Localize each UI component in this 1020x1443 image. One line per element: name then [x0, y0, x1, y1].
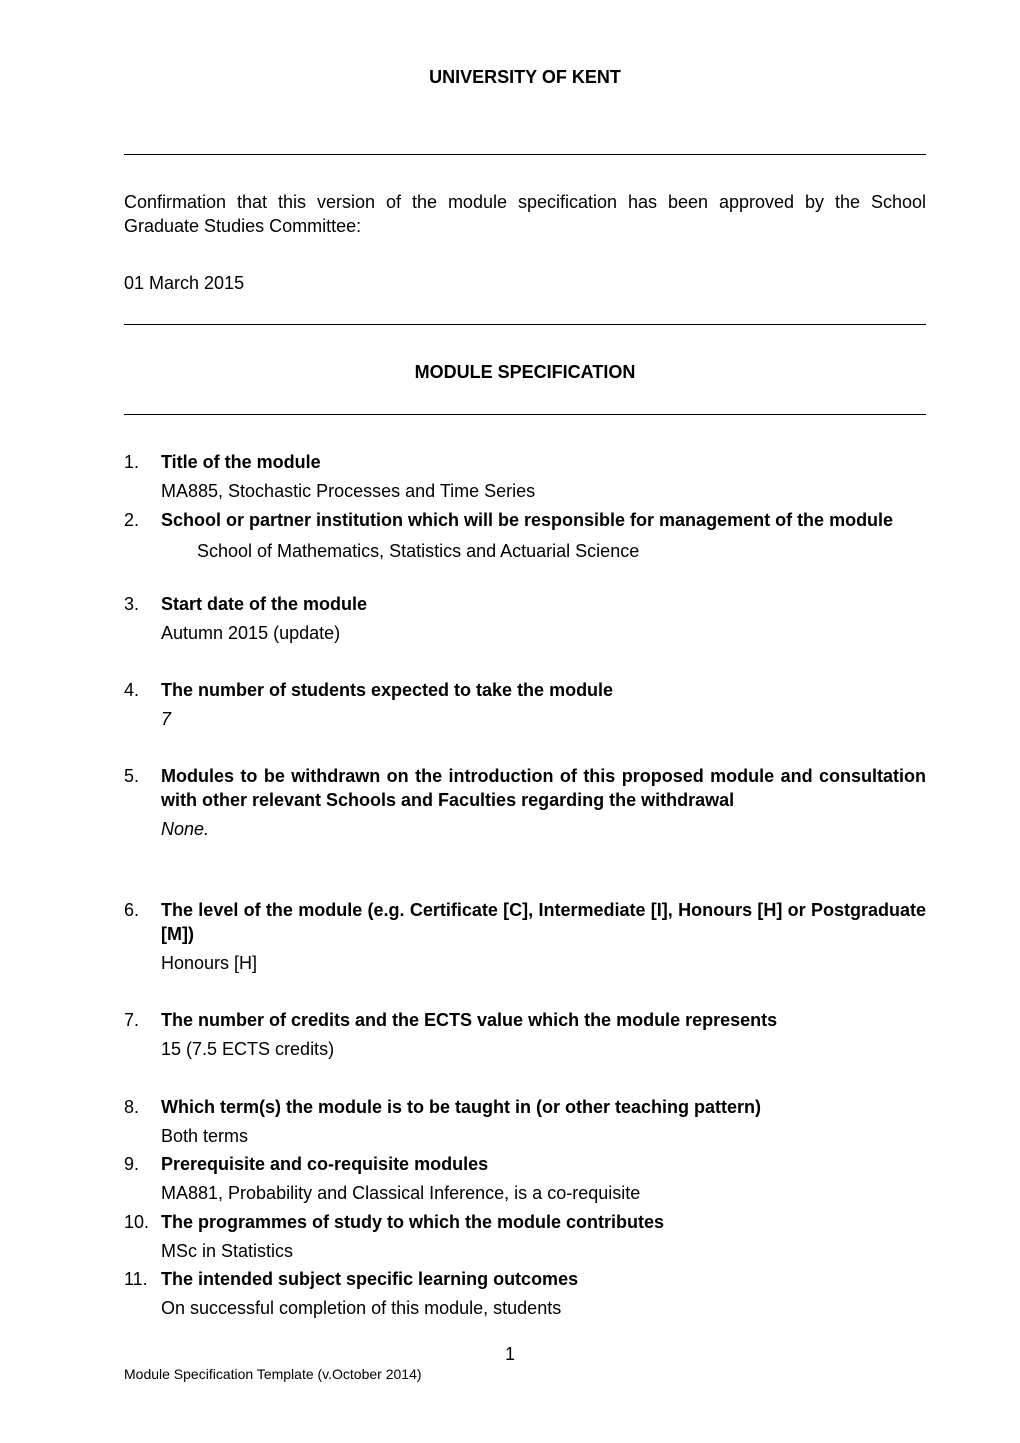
spec-item-8 [124, 1095, 926, 1148]
spec-item-2 [124, 508, 926, 563]
item-heading: Title of the module [161, 452, 321, 472]
item-number: 8. [124, 1097, 140, 1117]
item-value: Honours [H] [161, 953, 258, 973]
item-number: 3. [124, 594, 140, 614]
item-number: 7. [124, 1010, 140, 1030]
item-heading: The number of students expected to take the module [161, 680, 614, 700]
divider-middle [124, 324, 926, 325]
item-number: 4. [124, 680, 140, 700]
item-value: On successful completion of this module, students [161, 1298, 562, 1318]
item-heading: Modules to be withdrawn on the introduction of this proposed module and consultation with other relevant Schools and Faculties regarding the withdrawal [161, 766, 926, 810]
item-value: 7 [161, 709, 172, 729]
approval-statement: Confirmation that this version of the module specification has been approved by the School Graduate Studies Committee: [124, 192, 926, 236]
divider-bottom [124, 414, 926, 415]
section-title: MODULE SPECIFICATION [414, 362, 636, 382]
item-value: MA885, Stochastic Processes and Time Series [161, 481, 536, 501]
divider-top [124, 154, 926, 155]
spec-item-5 [124, 764, 926, 841]
item-heading: The programmes of study to which the module contributes [161, 1212, 665, 1232]
item-number: 9. [124, 1154, 140, 1174]
item-heading: The intended subject specific learning outcomes [161, 1269, 579, 1289]
item-heading: Which term(s) the module is to be taught in (or other teaching pattern) [161, 1097, 762, 1117]
item-value: None. [161, 819, 210, 839]
item-value: MA881, Probability and Classical Inference, is a co-requisite [161, 1183, 641, 1203]
item-number: 6. [124, 900, 140, 920]
item-number: 2. [124, 510, 140, 530]
spec-item-10 [124, 1210, 926, 1263]
item-heading: Start date of the module [161, 594, 368, 614]
item-value: 15 (7.5 ECTS credits) [161, 1039, 335, 1059]
item-heading: The number of credits and the ECTS value which the module represents [161, 1010, 778, 1030]
spec-item-11 [124, 1267, 926, 1320]
item-number: 10. [124, 1212, 150, 1232]
item-number: 11. [124, 1269, 148, 1289]
approval-date: 01 March 2015 [124, 273, 245, 293]
item-heading: Prerequisite and co-requisite modules [161, 1154, 489, 1174]
spec-item-9 [124, 1152, 926, 1205]
item-number: 5. [124, 766, 140, 786]
spec-item-4 [124, 678, 926, 731]
spec-item-3 [124, 592, 926, 645]
item-value: MSc in Statistics [161, 1241, 294, 1261]
spec-item-7 [124, 1008, 926, 1061]
spec-item-6 [124, 898, 926, 975]
university-title: UNIVERSITY OF KENT [429, 67, 621, 87]
item-value: Autumn 2015 (update) [161, 623, 341, 643]
item-value: Both terms [161, 1126, 249, 1146]
template-footer: Module Specification Template (v.October 2014) [124, 1366, 422, 1382]
spec-item-1 [124, 450, 926, 503]
item-number: 1. [124, 452, 140, 472]
item-value: School of Mathematics, Statistics and Actuarial Science [197, 541, 640, 561]
item-heading: The level of the module (e.g. Certificate [C], Intermediate [I], Honours [H] or Postgraduate [M]) [161, 900, 926, 944]
page-number: 1 [504, 1344, 515, 1364]
item-heading: School or partner institution which will be responsible for management of the module [161, 510, 894, 530]
